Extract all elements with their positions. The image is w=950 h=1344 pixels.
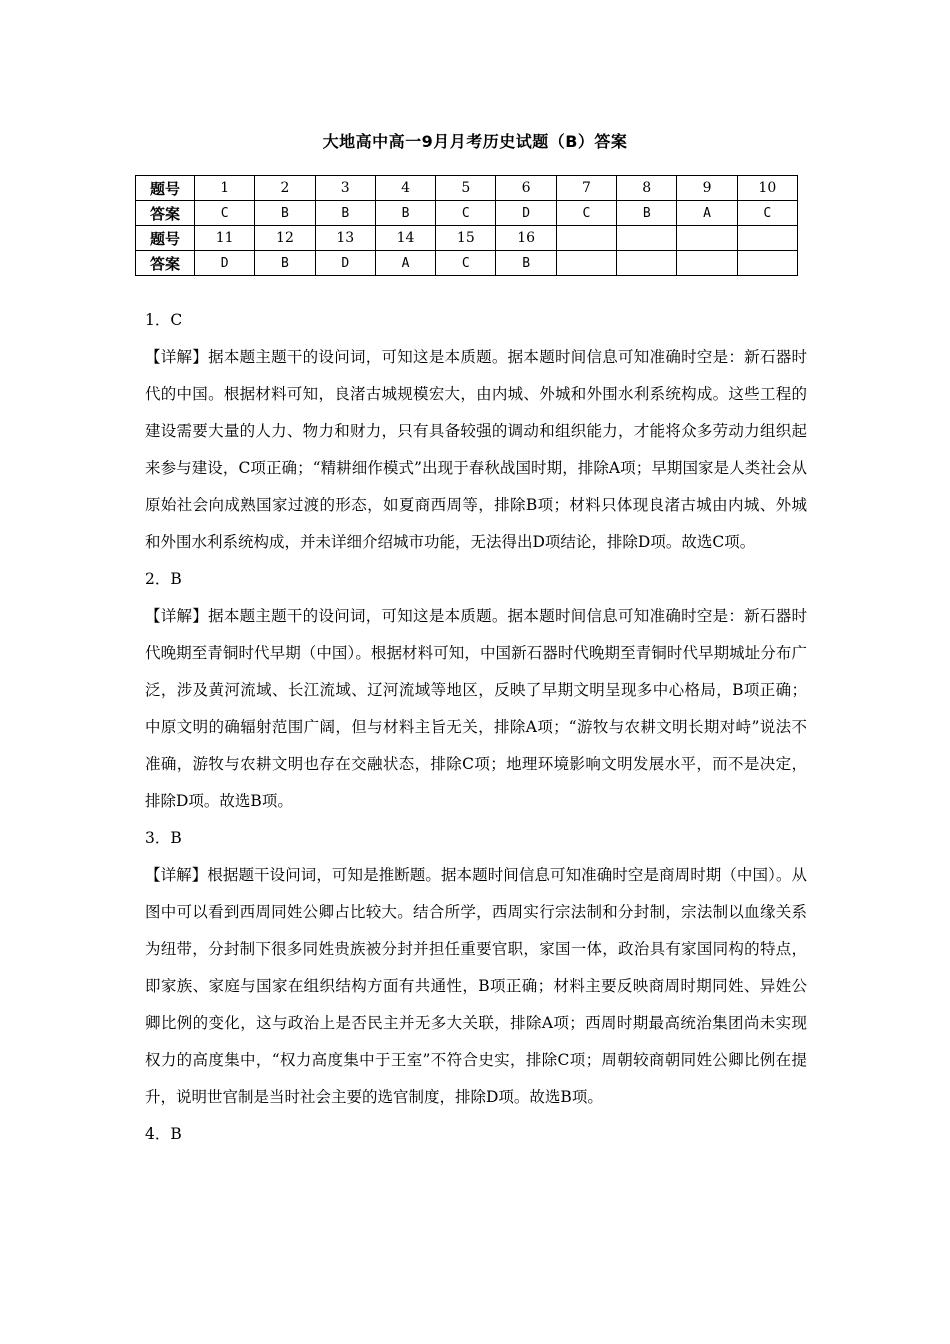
answer-cell: C — [737, 201, 797, 226]
answer-cell: B — [315, 201, 375, 226]
answer-cell: A — [677, 201, 737, 226]
row-header: 答案 — [136, 251, 195, 276]
answer-cell: D — [195, 251, 255, 276]
answer-cell: C — [436, 201, 496, 226]
answer-cell: D — [315, 251, 375, 276]
answer-cell — [737, 251, 797, 276]
answer-cell: B — [617, 201, 677, 226]
question-explanation: 【详解】据本题主题干的设问词，可知这是本质题。据本题时间信息可知准确时空是：新石器时代的中国。根据材料可知，良渚古城规模宏大，由内城、外城和外围水利系统构成。这些工程的建设需要大量的人力、物力和财力，只有具备较强的调动和组织能力，才能将众多劳动力组织起来参与建设，C项正确；“精耕细作模式”出现于春秋战国时期，排除A项；早期国家是人类社会从原始社会向成熟国家过渡的形态，如夏商西周等，排除B项；材料只体现良渚古城由内城、外城和外围水利系统构成，并未详细介绍城市功能，无法得出D项结论，排除D项。故选C项。 — [145, 348, 807, 551]
answer-cell — [556, 251, 616, 276]
answer-cell: B — [255, 251, 315, 276]
question-number-cell: 1 — [195, 176, 255, 201]
answer-cell: C — [556, 201, 616, 226]
question-number-cell: 9 — [677, 176, 737, 201]
table-row — [136, 226, 798, 251]
row-header: 题号 — [136, 176, 195, 201]
page-title: 大地高中高一9月月考历史试题（B）答案 — [322, 132, 628, 151]
question-explanation: 【详解】据本题主题干的设问词，可知这是本质题。据本题时间信息可知准确时空是：新石器时代晚期至青铜时代早期（中国）。根据材料可知，中国新石器时代晚期至青铜时代早期城址分布广泛，涉及黄河流域、长江流域、辽河流域等地区，反映了早期文明呈现多中心格局，B项正确；中原文明的确辐射范围广阔，但与材料主旨无关，排除A项；“游牧与农耕文明长期对峙”说法不准确，游牧与农耕文明也存在交融状态，排除C项；地理环境影响文明发展水平，而不是决定，排除D项。故选B项。 — [145, 607, 807, 810]
answer-cell: B — [375, 201, 435, 226]
table-row — [136, 201, 798, 226]
question-number-cell: 6 — [496, 176, 556, 201]
answer-cell: D — [496, 201, 556, 226]
question-number-cell: 10 — [737, 176, 797, 201]
question-heading: 3．B — [145, 829, 182, 847]
question-number-cell — [677, 226, 737, 251]
question-number-cell — [617, 226, 677, 251]
answer-cell: C — [436, 251, 496, 276]
question-number-cell: 12 — [255, 226, 315, 251]
question-number-cell: 11 — [195, 226, 255, 251]
answer-cell: A — [375, 251, 435, 276]
question-explanation: 【详解】根据题干设问词，可知是推断题。据本题时间信息可知准确时空是商周时期（中国）。从图中可以看到西周同姓公卿占比较大。结合所学，西周实行宗法制和分封制，宗法制以血缘关系为纽带，分封制下很多同姓贵族被分封并担任重要官职，家国一体，政治具有家国同构的特点，即家族、家庭与国家在组织结构方面有共通性，B项正确；材料主要反映商周时期同姓、异姓公卿比例的变化，这与政治上是否民主并无多大关联，排除A项；西周时期最高统治集团尚未实现权力的高度集中，“权力高度集中于王室”不符合史实，排除C项；周朝较商朝同姓公卿比例在提升，说明世官制是当时社会主要的选官制度，排除D项。故选B项。 — [145, 866, 807, 1106]
question-number-cell — [556, 226, 616, 251]
row-header: 题号 — [136, 226, 195, 251]
question-number-cell: 13 — [315, 226, 375, 251]
question-heading: 2．B — [145, 570, 182, 588]
table-row — [136, 176, 798, 201]
answer-table — [135, 175, 798, 276]
question-number-cell: 8 — [617, 176, 677, 201]
answer-table-body — [136, 176, 798, 276]
table-row — [136, 251, 798, 276]
question-heading: 4．B — [145, 1125, 182, 1143]
question-number-cell: 4 — [375, 176, 435, 201]
question-heading: 1．C — [145, 311, 183, 329]
question-number-cell — [737, 226, 797, 251]
answer-cell: B — [255, 201, 315, 226]
question-number-cell: 3 — [315, 176, 375, 201]
question-number-cell: 15 — [436, 226, 496, 251]
answer-cell — [677, 251, 737, 276]
question-number-cell: 14 — [375, 226, 435, 251]
explanations — [145, 302, 807, 1153]
question-number-cell: 2 — [255, 176, 315, 201]
question-number-cell: 16 — [496, 226, 556, 251]
row-header: 答案 — [136, 201, 195, 226]
answer-cell: B — [496, 251, 556, 276]
answer-cell: C — [195, 201, 255, 226]
answer-cell — [617, 251, 677, 276]
question-number-cell: 7 — [556, 176, 616, 201]
question-number-cell: 5 — [436, 176, 496, 201]
